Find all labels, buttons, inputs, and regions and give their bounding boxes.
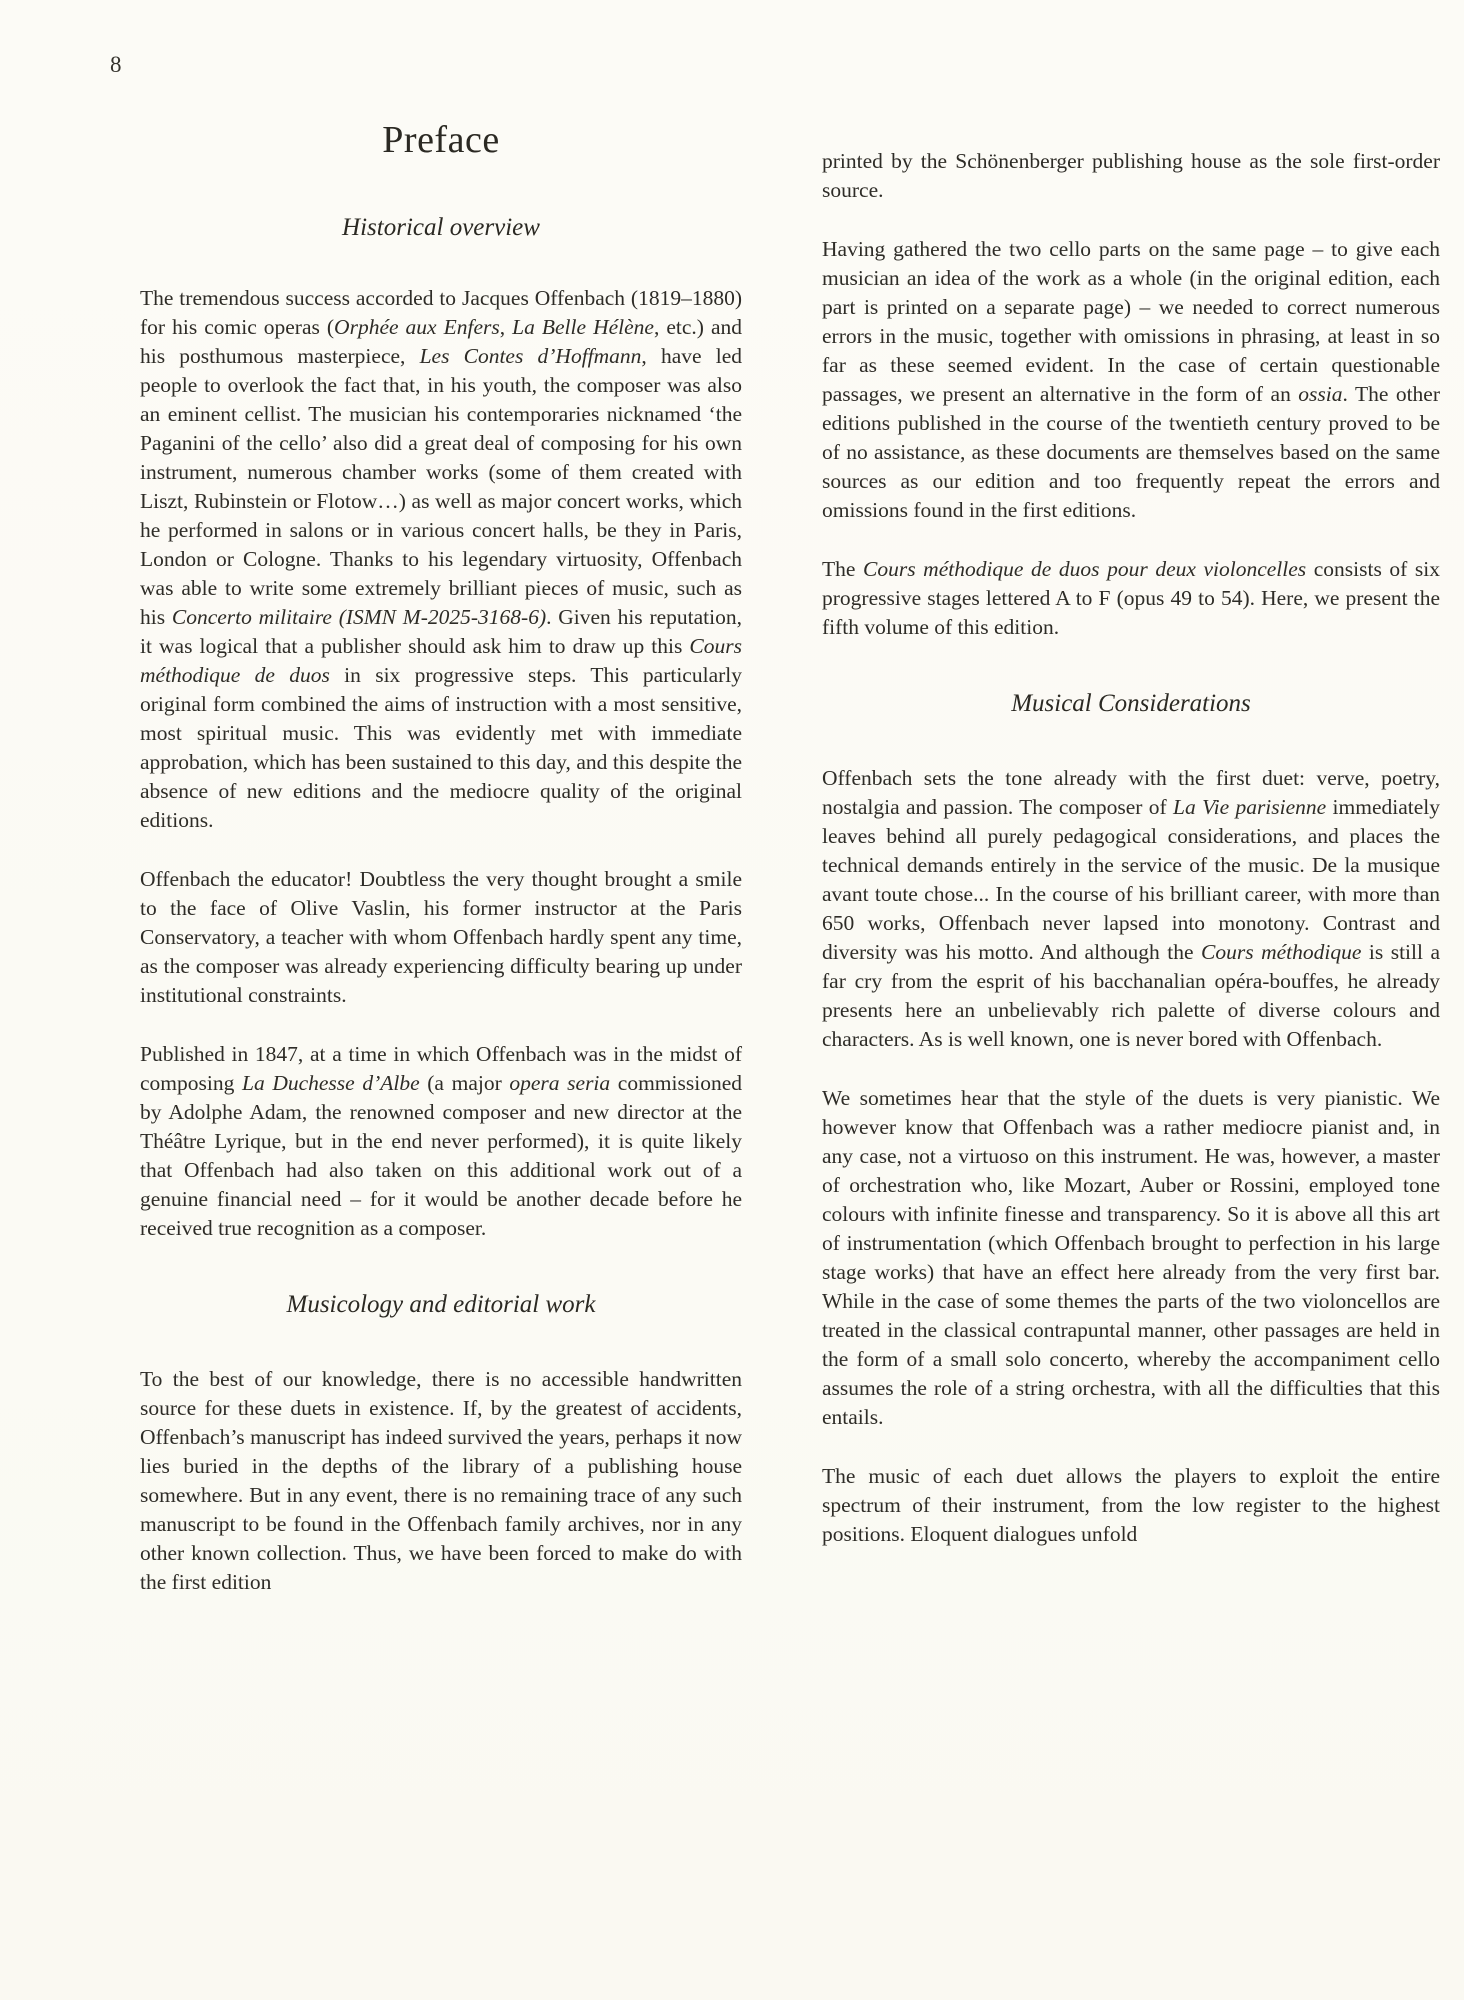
section-heading-historical-overview: Historical overview (342, 214, 540, 241)
section-body-continuation (822, 147, 1440, 642)
paragraph: To the best of our knowledge, there is no accessible handwritten source for these duets in existence. If, by the greatest of accidents, Offenbach’s manuscript has indeed survived the years, perhaps it now lies buried in the depths of the library of a publishing house somewhere. But in any event, there is no remaining trace of any such manuscript to be found in the Offenbach family archives, nor in any other known collection. Thus, we have been forced to make do with the first edition (140, 1367, 742, 1594)
paragraph: printed by the Schönenberger publishing house as the sole first-order source. (822, 149, 1440, 202)
paragraph: The Cours méthodique de duos pour deux violoncelles consists of six progressive stages lettered A to F (opus 49 to 54). Here, we present the fifth volume of this edition. (822, 557, 1440, 639)
right-column (822, 147, 1440, 1549)
paragraph: Published in 1847, at a time in which Offenbach was in the midst of composing La Duchesse d’Albe (a major opera seria commissioned by Adolphe Adam, the renowned composer and new director at the Théâtre Lyrique, but in the end never performed), it is quite likely that Offenbach had also taken on this additional work out of a genuine financial need – for it would be another decade before he received true recognition as a composer. (140, 1042, 743, 1240)
section-heading-musicology: Musicology and editorial work (286, 1291, 596, 1318)
paragraph: The music of each duet allows the players to exploit the entire spectrum of their instrument, from the low register to the highest positions. Eloquent dialogues unfold (822, 1464, 1440, 1546)
page-title: Preface (382, 119, 500, 161)
paragraph: Offenbach sets the tone already with the first duet: verve, poetry, nostalgia and passion. The composer of La Vie parisienne immediately leaves behind all purely pedagogical considerations, and places the technical demands entirely in the service of the music. De la musique avant toute chose... In the course of his brilliant career, with more than 650 works, Offenbach never lapsed into monotony. Contrast and diversity was his motto. And although the Cours méthodique is still a far cry from the esprit of his bacchanalian opéra-bouffes, he already presents here an unbelievably rich palette of diverse colours and characters. As is well known, one is never bored with Offenbach. (822, 766, 1441, 1051)
section-body-historical-overview (140, 284, 742, 1243)
paragraph: Having gathered the two cello parts on the same page – to give each musician an idea of the work as a whole (in the original edition, each part is printed on a separate page) – we needed to correct numerous errors in the music, together with omissions in phrasing, at least in so far as these seemed evident. In the case of certain questionable passages, we present an alternative in the form of an ossia. The other editions published in the course of the twentieth century proved to be of no assistance, as these documents are themselves based on the same sources as our edition and too frequently repeat the errors and omissions found in the first editions. (822, 237, 1440, 522)
paragraph: The tremendous success accorded to Jacques Offenbach (1819–1880) for his comic operas (Orphée aux Enfers, La Belle Hélène, etc.) and his posthumous masterpiece, Les Contes d’Hoffmann, have led people to overlook the fact that, in his youth, the composer was also an eminent cellist. The musician his contemporaries nicknamed ‘the Paganini of the cello’ also did a great deal of composing for his own instrument, numerous chamber works (some of them created with Liszt, Rubinstein or Flotow…) as well as major concert works, which he performed in salons or in various concert halls, be they in Paris, London or Cologne. Thanks to his legendary virtuosity, Offenbach was able to write some extremely brilliant pieces of music, such as his Concerto militaire (ISMN M-2025-3168-6). Given his reputation, it was logical that a publisher should ask him to draw up this Cours méthodique de duos in six progressive steps. This particularly original form combined the aims of instruction with a most sensitive, most spiritual music. This was evidently met with immediate approbation, which has been sustained to this day, and this despite the absence of new editions and the mediocre quality of the original editions. (140, 286, 743, 832)
section-heading-musical-considerations: Musical Considerations (1011, 690, 1251, 717)
section-body-musical-considerations (822, 764, 1440, 1549)
left-column (140, 118, 742, 1597)
paragraph: Offenbach the educator! Doubtless the very thought brought a smile to the face of Olive Vaslin, his former instructor at the Paris Conservatory, a teacher with whom Offenbach hardly spent any time, as the composer was already experiencing difficulty bearing up under institutional constraints. (140, 867, 742, 1007)
paragraph: We sometimes hear that the style of the duets is very pianistic. We however know that Offenbach was a rather mediocre pianist and, in any case, not a virtuoso on this instrument. He was, however, a master of orchestration who, like Mozart, Auber or Rossini, employed tone colours with infinite finesse and transparency. So it is above all this art of instrumentation (which Offenbach brought to perfection in his large stage works) that have an effect here already from the very first bar. While in the case of some themes the parts of the two violoncellos are treated in the classical contrapuntal manner, other passages are held in the form of a small solo concerto, whereby the accompaniment cello assumes the role of a string orchestra, with all the difficulties that this entails. (822, 1086, 1440, 1429)
section-body-musicology (140, 1365, 742, 1597)
page-number: 8 (110, 52, 122, 77)
